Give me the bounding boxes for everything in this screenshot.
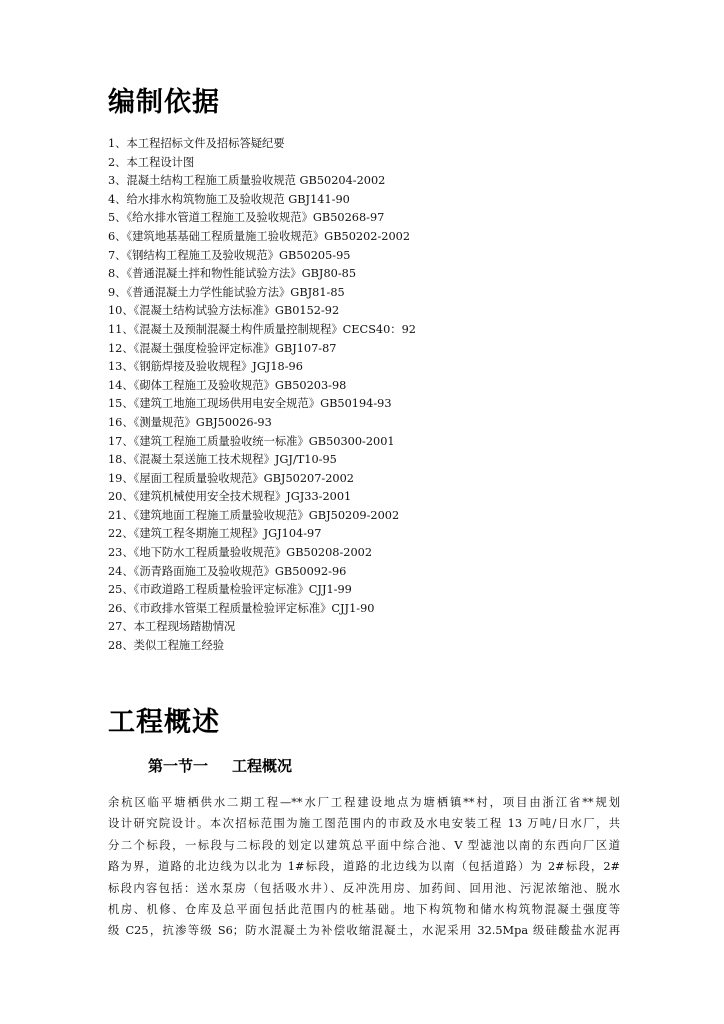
reference-item: 18、《混凝土泵送施工技术规程》JGJ/T10-95 bbox=[108, 453, 337, 467]
section-number: 第一节一 bbox=[148, 757, 209, 775]
reference-item: 27、本工程现场踏勘情况 bbox=[108, 620, 236, 634]
reference-item: 10、《混凝土结构试验方法标准》GB0152-92 bbox=[108, 304, 340, 318]
reference-item: 11、《混凝土及预制混凝土构件质量控制规程》CECS40：92 bbox=[108, 322, 416, 336]
reference-item: 5、《给水排水管道工程施工及验收规范》GB50268-97 bbox=[108, 211, 385, 225]
section-title: 工程概况 bbox=[232, 757, 293, 775]
section-heading bbox=[148, 755, 292, 776]
heading-compilation-basis: 编制依据 bbox=[108, 87, 220, 118]
reference-item: 2、本工程设计图 bbox=[108, 155, 195, 169]
overview-paragraph bbox=[108, 792, 620, 942]
paragraph-line: 设计研究院设计。本次招标范围为施工图范围内的市政及水电安装工程 13 万吨/日水厂，共 bbox=[108, 817, 620, 831]
reference-item: 12、《混凝土强度检验评定标准》GBJ107-87 bbox=[108, 341, 337, 355]
reference-item: 17、《建筑工程施工质量验收统一标准》GB50300-2001 bbox=[108, 434, 395, 448]
reference-item: 7、《钢结构工程施工及验收规范》GB50205-95 bbox=[108, 248, 351, 262]
reference-item: 26、《市政排水管渠工程质量检验评定标准》CJJ1-90 bbox=[108, 601, 375, 615]
reference-list bbox=[108, 135, 416, 656]
reference-item: 8、《普通混凝土拌和物性能试验方法》GBJ80-85 bbox=[108, 267, 357, 281]
reference-item: 1、本工程招标文件及招标答疑纪要 bbox=[108, 137, 285, 150]
reference-item: 4、给水排水构筑物施工及验收规范 GBJ141-90 bbox=[108, 192, 350, 206]
reference-item: 15、《建筑工地施工现场供用电安全规范》GB50194-93 bbox=[108, 397, 392, 411]
reference-item: 14、《砌体工程施工及验收规范》GB50203-98 bbox=[108, 378, 347, 392]
reference-item: 13、《钢筋焊接及验收规程》JGJ18-96 bbox=[108, 360, 303, 374]
reference-item: 16、《测量规范》GBJ50026-93 bbox=[108, 415, 272, 429]
reference-item: 28、类似工程施工经验 bbox=[108, 639, 225, 653]
paragraph-line: 机房、机修、仓库及总平面包括此范围内的桩基础。地下构筑物和储水构筑物混凝土强度等 bbox=[108, 902, 620, 916]
reference-item: 20、《建筑机械使用安全技术规程》JGJ33-2001 bbox=[108, 490, 352, 504]
reference-item: 22、《建筑工程冬期施工规程》JGJ104-97 bbox=[108, 527, 322, 541]
paragraph-line: 级 C25，抗渗等级 S6；防水混凝土为补偿收缩混凝土，水泥采用 32.5Mpa 级硅酸盐水泥再 bbox=[108, 924, 620, 938]
reference-item: 23、《地下防水工程质量验收规范》GB50208-2002 bbox=[108, 546, 373, 560]
paragraph-line: 余杭区临平塘栖供水二期工程—**水厂工程建设地点为塘栖镇**村，项目由浙江省**规划 bbox=[108, 796, 620, 809]
reference-item: 3、混凝土结构工程施工质量验收规范 GB50204-2002 bbox=[108, 174, 386, 188]
paragraph-line: 路为界，道路的北边线为以北为 1#标段，道路的北边线为以南（包括道路）为 2#标段，2# bbox=[108, 860, 620, 874]
reference-item: 25、《市政道路工程质量检验评定标准》CJJ1-99 bbox=[108, 583, 352, 597]
reference-item: 9、《普通混凝土力学性能试验方法》GBJ81-85 bbox=[108, 285, 345, 299]
reference-item: 24、《沥青路面施工及验收规范》GB50092-96 bbox=[108, 564, 347, 578]
reference-item: 6、《建筑地基基础工程质量施工验收规范》GB50202-2002 bbox=[108, 229, 411, 243]
reference-item: 21、《建筑地面工程施工质量验收规范》GBJ50209-2002 bbox=[108, 508, 400, 522]
reference-item: 19、《屋面工程质量验收规范》GBJ50207-2002 bbox=[108, 471, 354, 485]
paragraph-line: 标段内容包括：送水泵房（包括吸水井）、反冲洗用房、加药间、回用池、污泥浓缩池、脱水 bbox=[108, 881, 620, 895]
heading-project-overview: 工程概述 bbox=[108, 707, 220, 738]
paragraph-line: 分二个标段，一标段与二标段的划定以建筑总平面中综合池、V 型滤池以南的东西向厂区道 bbox=[108, 838, 620, 852]
